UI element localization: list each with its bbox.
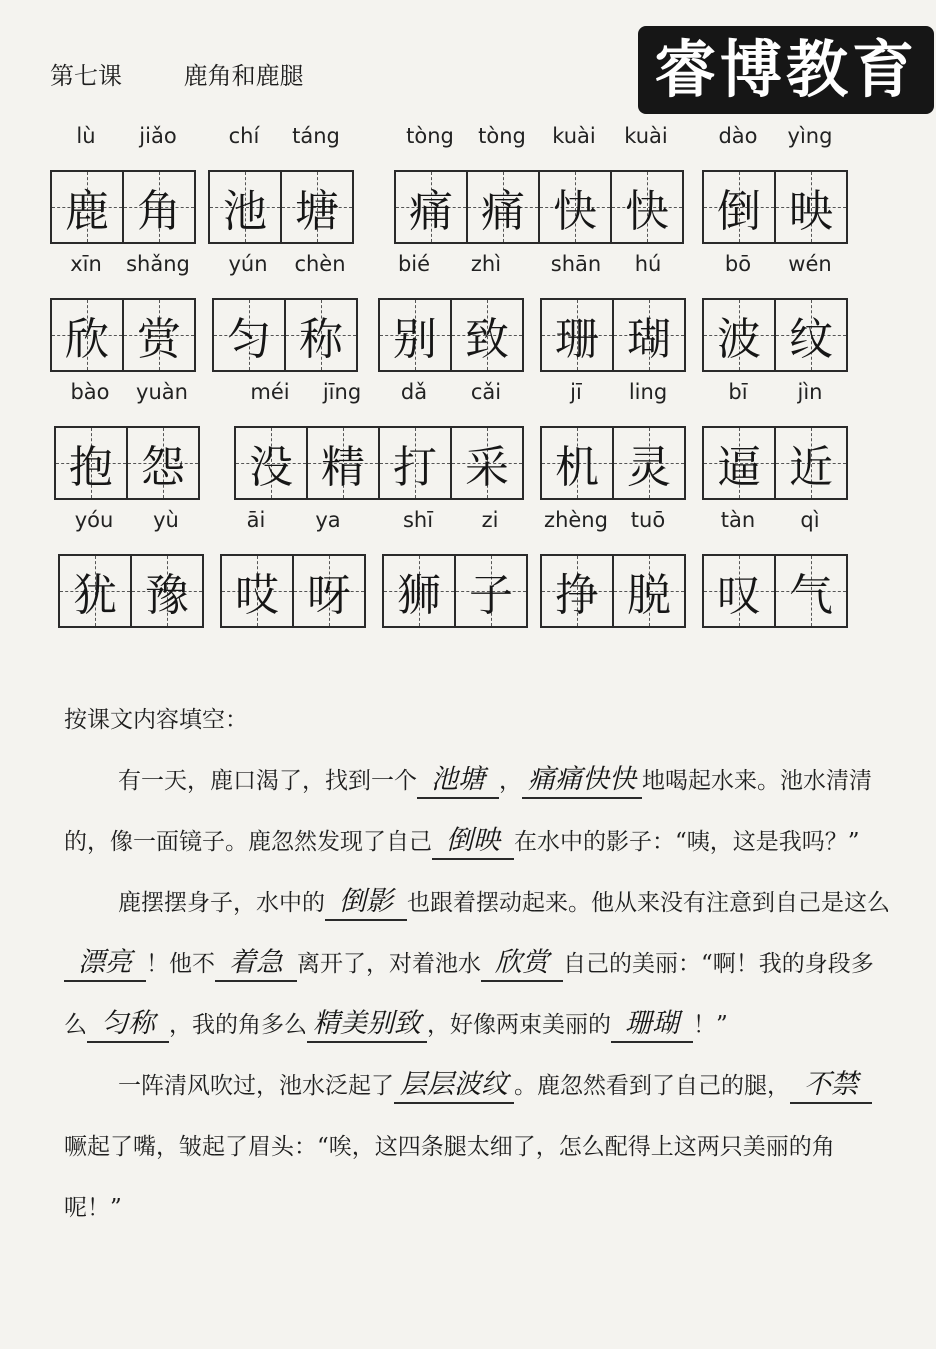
char-box: 称 [286,300,356,370]
char-boxes [50,170,196,244]
lesson-number: 第七课 [50,62,122,90]
char-box: 倒 [704,172,776,242]
char-boxes [702,426,848,500]
char-box: 没 [236,428,308,498]
exercise-instruction: 按课文内容填空： [64,707,248,733]
char-box: 挣 [542,556,614,626]
char-box: 精 [308,428,380,498]
char-box: 子 [456,556,526,626]
char-boxes [702,554,848,628]
vocab-row-4 [50,508,870,636]
pinyin: lù jiǎo [76,124,177,148]
passage-paragraph-1: 有一天，鹿口渴了，找到一个 池塘 ， 痛痛快快 地喝起水来。池水清清的，像一面镜子。鹿忽然发现了自己 倒映 在水中的影子：“咦，这是我吗？” [64,751,890,873]
char-box: 逼 [704,428,776,498]
answer-blank[interactable]: 珊瑚 [611,1007,693,1043]
char-boxes [540,426,686,500]
char-boxes [58,554,204,628]
char-boxes [702,170,848,244]
lesson-title: 鹿角和鹿腿 [183,62,304,90]
char-box: 怨 [128,428,198,498]
char-boxes [54,426,200,500]
watermark-text: 睿博教育 [653,33,918,106]
char-box: 气 [776,556,846,626]
char-box: 打 [380,428,452,498]
answer-blank[interactable]: 不禁 [790,1068,872,1104]
watermark-logo [638,26,934,114]
char-boxes [382,554,528,628]
pinyin: chí táng [228,124,340,148]
char-boxes [220,554,366,628]
char-boxes [50,298,196,372]
char-box: 别 [380,300,452,370]
char-box: 池 [210,172,282,242]
char-box: 塘 [282,172,352,242]
char-boxes [540,298,686,372]
char-box: 近 [776,428,846,498]
answer-blank[interactable]: 匀称 [87,1007,169,1043]
char-box: 抱 [56,428,128,498]
pinyin: xīn shǎng [70,252,190,276]
char-box: 快 [540,172,612,242]
answer-blank[interactable]: 着急 [215,946,297,982]
char-box: 哎 [222,556,294,626]
char-box: 快 [612,172,682,242]
answer-blank[interactable]: 层层波纹 [394,1068,514,1104]
pinyin: tòng tòng kuài kuài [406,124,668,148]
char-boxes [212,298,358,372]
char-box: 映 [776,172,846,242]
pinyin: jī ling [570,380,668,404]
char-box: 犹 [60,556,132,626]
answer-blank[interactable]: 精美别致 [307,1007,427,1043]
char-box: 欣 [52,300,124,370]
char-boxes [702,298,848,372]
char-box: 纹 [776,300,846,370]
vocab-row-2 [50,252,870,380]
char-box: 匀 [214,300,286,370]
answer-blank[interactable]: 欣赏 [481,946,563,982]
pinyin: bào yuàn [70,380,188,404]
char-box: 灵 [614,428,684,498]
vocabulary-grid [50,124,870,636]
passage-paragraph-3: 一阵清风吹过，池水泛起了 层层波纹 。鹿忽然看到了自己的腿， 不禁噘起了嘴，皱起了眉头：“唉，这四条腿太细了，怎么配得上这两只美丽的角呢！” [64,1056,890,1239]
answer-blank[interactable]: 池塘 [417,763,499,799]
pinyin: āi ya [246,508,341,532]
char-box: 狮 [384,556,456,626]
char-box: 珊 [542,300,614,370]
answer-blank[interactable]: 倒映 [432,824,514,860]
char-box: 脱 [614,556,684,626]
answer-blank[interactable]: 倒影 [325,885,407,921]
answer-blank[interactable]: 痛痛快快 [522,763,642,799]
pinyin: shī zi [402,508,499,532]
char-box: 呀 [294,556,364,626]
pinyin: zhèng tuō [544,508,666,532]
char-box: 豫 [132,556,202,626]
pinyin: bō wén [724,252,832,276]
fill-in-passage [64,690,890,1239]
pinyin: tàn qì [720,508,820,532]
char-box: 赏 [124,300,194,370]
pinyin: shān hú [550,252,662,276]
char-box: 瑚 [614,300,684,370]
char-box: 鹿 [52,172,124,242]
char-boxes [378,298,524,372]
char-boxes [394,170,684,244]
char-boxes [234,426,524,500]
char-box: 致 [452,300,522,370]
vocab-row-1 [50,124,870,252]
pinyin: bī jìn [728,380,823,404]
pinyin: yún chèn [228,252,346,276]
char-box: 波 [704,300,776,370]
char-boxes [540,554,686,628]
char-box: 角 [124,172,194,242]
pinyin: dào yìng [718,124,833,148]
pinyin: yóu yù [74,508,179,532]
pinyin: méi jīng dǎ cǎi [250,380,502,404]
passage-paragraph-2: 鹿摆摆身子，水中的 倒影 也跟着摆动起来。他从来没有注意到自己是这么漂亮 ！他不 着急 离开了，对着池水 欣赏 自己的美丽：“啊！我的身段多么 匀称 ，我的角多么 精美别致 ，好像两束美丽的 珊瑚 ！” [64,873,890,1056]
char-box: 痛 [468,172,540,242]
char-box: 痛 [396,172,468,242]
char-box: 机 [542,428,614,498]
answer-blank[interactable]: 漂亮 [64,946,146,982]
vocab-row-3 [50,380,870,508]
char-box: 叹 [704,556,776,626]
pinyin: bié zhì [397,252,502,276]
char-box: 采 [452,428,522,498]
char-boxes [208,170,354,244]
lesson-header [50,56,304,91]
